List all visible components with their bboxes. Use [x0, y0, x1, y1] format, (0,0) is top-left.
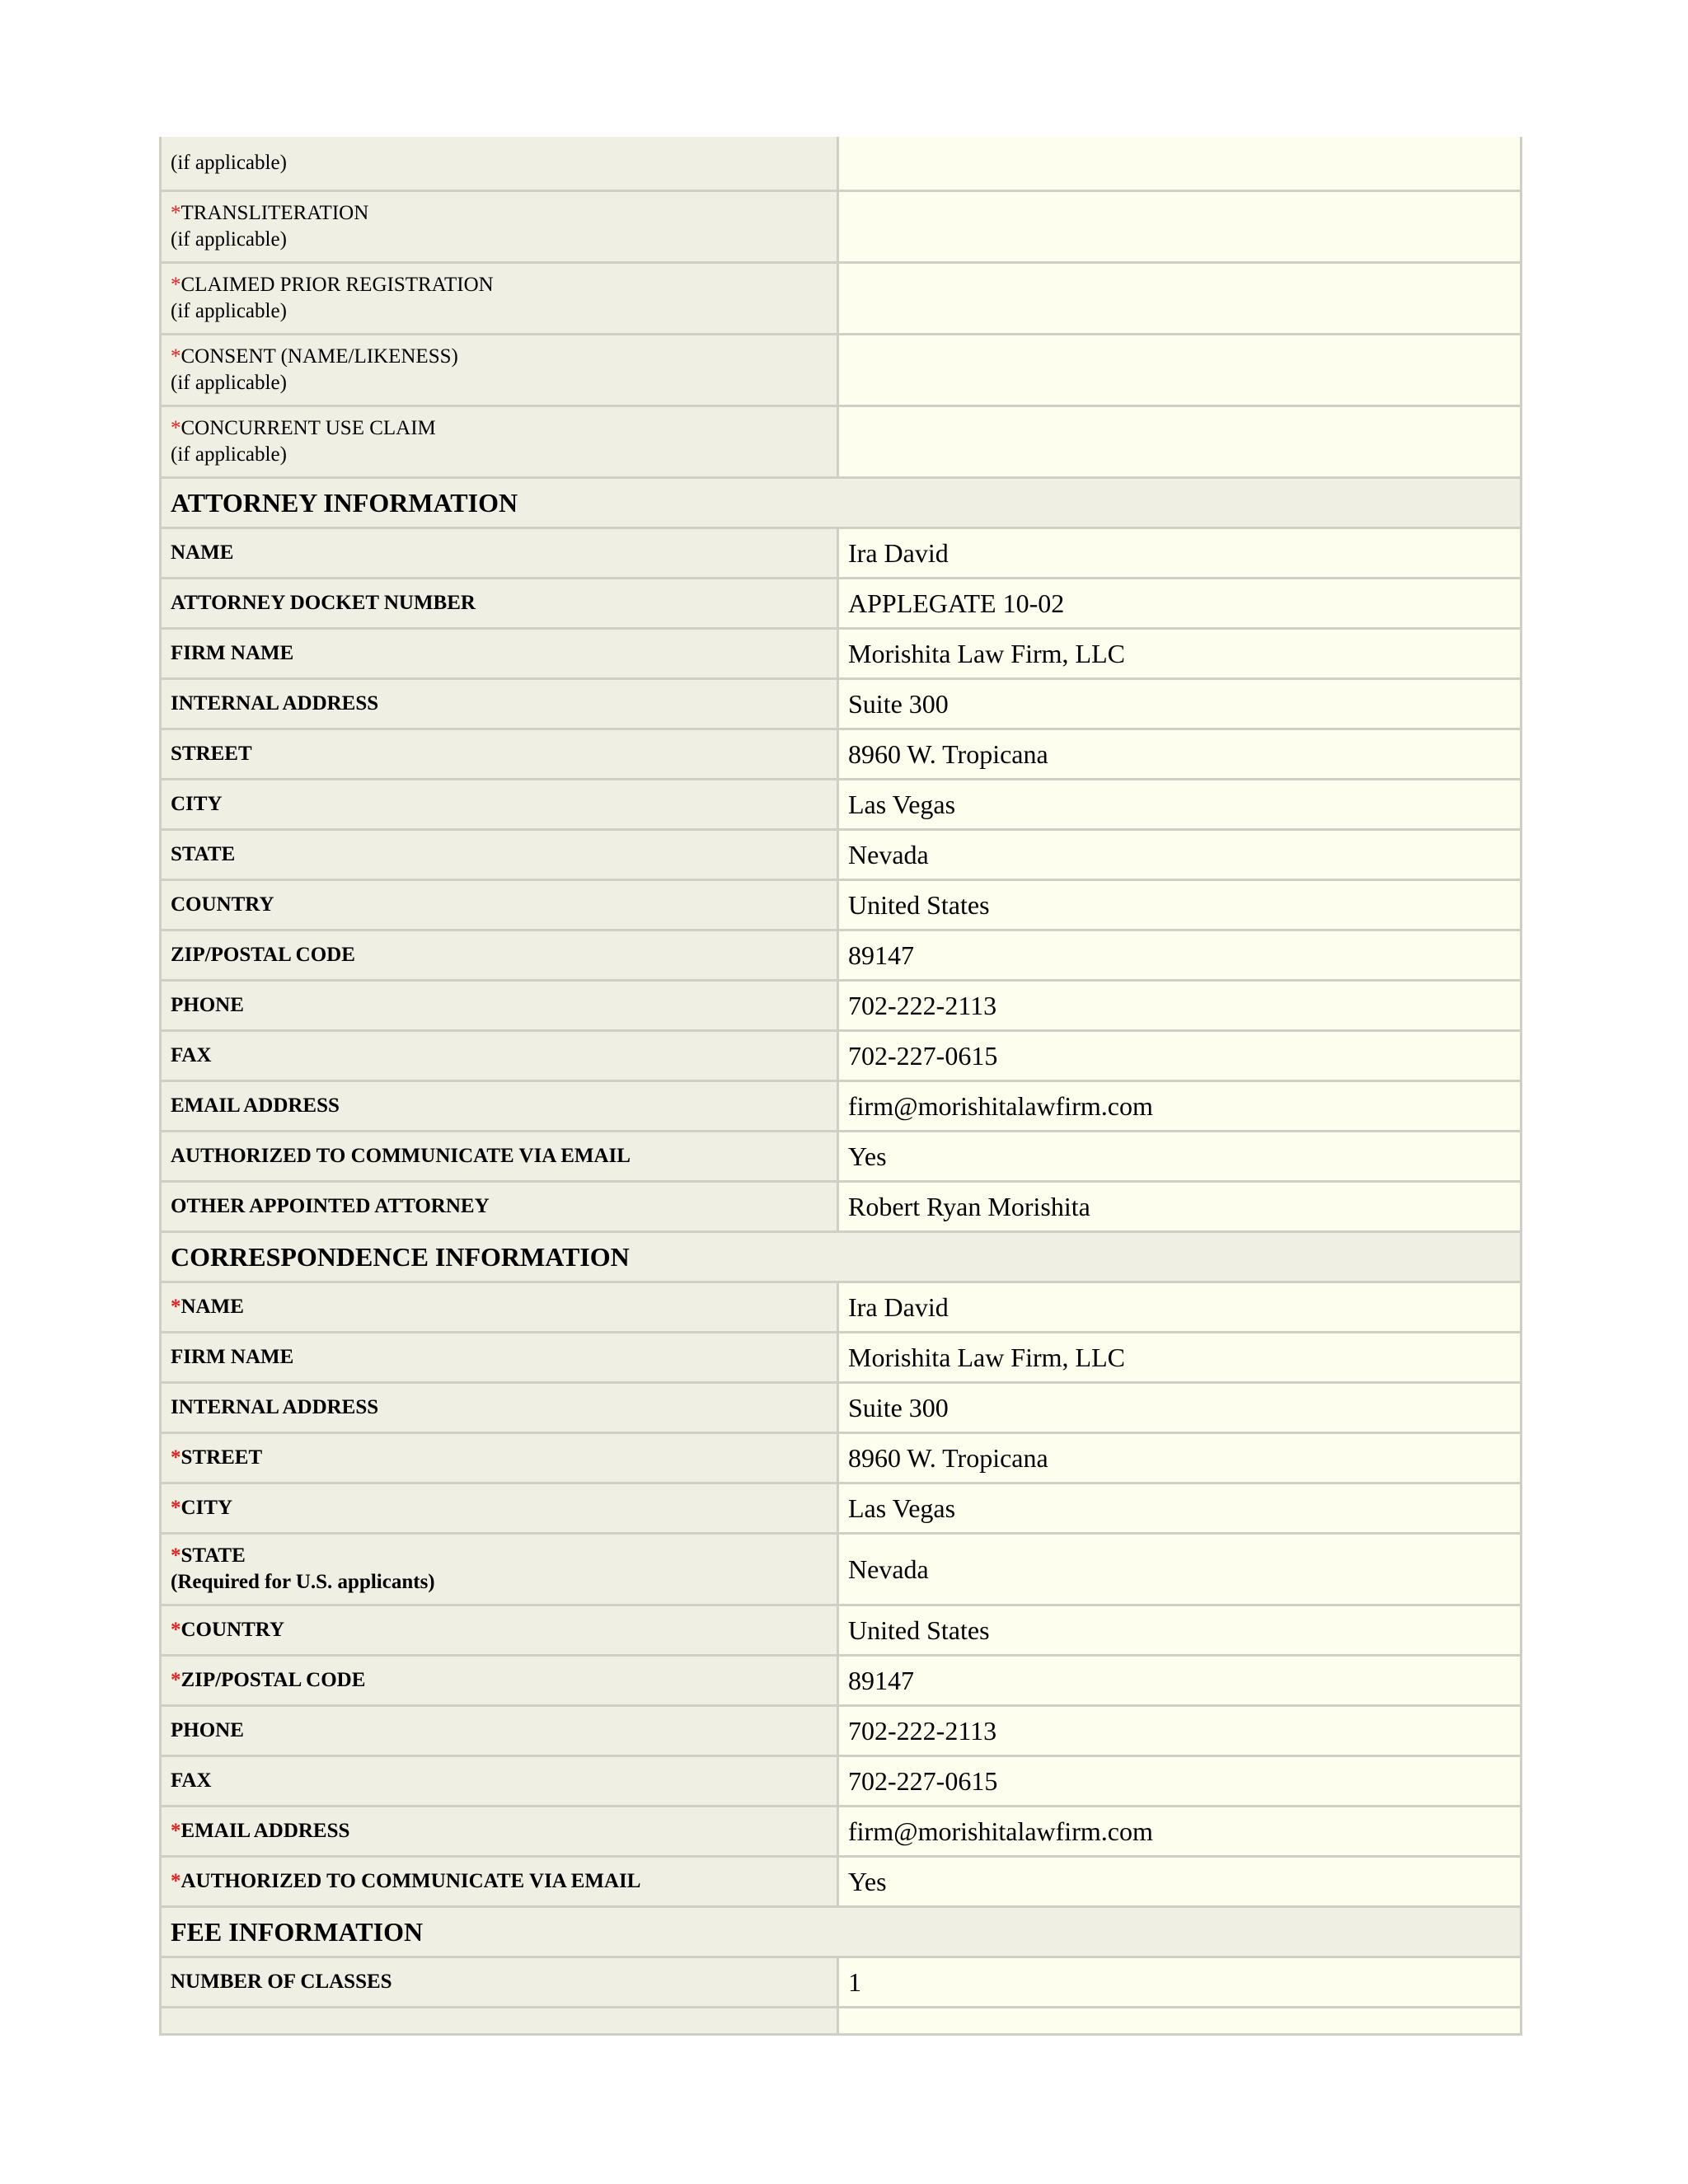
table-row	[159, 931, 1522, 982]
field-value-cell: firm@morishitalawfirm.com	[839, 1807, 1522, 1858]
table-row	[159, 1606, 1522, 1657]
section-header-row	[159, 479, 1522, 529]
field-label: FIRM NAME	[171, 642, 294, 664]
table-row	[159, 1858, 1522, 1908]
field-label-cell	[159, 630, 839, 680]
field-value-cell: Robert Ryan Morishita	[839, 1183, 1522, 1233]
field-value-cell: Suite 300	[839, 1384, 1522, 1434]
field-value-cell: Las Vegas	[839, 1484, 1522, 1535]
field-label-cell	[159, 1657, 839, 1707]
table-row	[159, 680, 1522, 730]
field-label-cell	[159, 579, 839, 630]
table-row	[159, 1535, 1522, 1606]
table-row	[159, 831, 1522, 881]
field-label-cell	[159, 1858, 839, 1908]
field-label-cell	[159, 730, 839, 780]
required-asterisk: *	[171, 1619, 181, 1641]
field-sublabel: (Required for U.S. applicants)	[171, 1571, 435, 1593]
field-label: CLAIMED PRIOR REGISTRATION	[181, 274, 494, 296]
field-value-cell	[839, 407, 1522, 479]
field-label: TRANSLITERATION	[181, 202, 369, 224]
field-label-cell	[159, 1434, 839, 1484]
field-label: CITY	[181, 1497, 233, 1519]
table-row	[159, 1333, 1522, 1384]
table-row	[159, 1183, 1522, 1233]
field-label: PHONE	[171, 1719, 244, 1741]
section-heading-correspondence: CORRESPONDENCE INFORMATION	[159, 1233, 1522, 1283]
field-value-cell: firm@morishitalawfirm.com	[839, 1082, 1522, 1132]
field-label: AUTHORIZED TO COMMUNICATE VIA EMAIL	[181, 1870, 641, 1892]
required-asterisk: *	[171, 1544, 181, 1567]
field-label: ZIP/POSTAL CODE	[171, 944, 355, 966]
required-asterisk: *	[171, 1296, 181, 1318]
table-row	[159, 1082, 1522, 1132]
required-asterisk: *	[171, 1820, 181, 1842]
table-row	[159, 1707, 1522, 1757]
table-row	[159, 1484, 1522, 1535]
field-label-cell	[159, 881, 839, 931]
field-value-cell: 702-227-0615	[839, 1032, 1522, 1082]
section-heading-fee: FEE INFORMATION	[159, 1908, 1522, 1958]
field-sublabel: (if applicable)	[171, 443, 287, 466]
field-value-cell: United States	[839, 881, 1522, 931]
field-label: EMAIL ADDRESS	[171, 1094, 340, 1117]
field-label-cell	[159, 1032, 839, 1082]
field-label: INTERNAL ADDRESS	[171, 1396, 379, 1418]
field-sublabel: (if applicable)	[171, 152, 287, 174]
field-value-cell: 702-227-0615	[839, 1757, 1522, 1807]
field-value-cell: Nevada	[839, 1535, 1522, 1606]
field-label-cell	[159, 1484, 839, 1535]
field-value-cell	[839, 192, 1522, 264]
field-value-cell: Nevada	[839, 831, 1522, 881]
field-label-cell	[159, 1283, 839, 1333]
field-value-cell: Ira David	[839, 529, 1522, 579]
table-row	[159, 1958, 1522, 2008]
field-value-cell: 702-222-2113	[839, 982, 1522, 1032]
section-header-row	[159, 1908, 1522, 1958]
field-label: EMAIL ADDRESS	[181, 1820, 350, 1842]
required-asterisk: *	[171, 1669, 181, 1691]
table-row	[159, 1757, 1522, 1807]
field-label-cell	[159, 137, 839, 192]
field-label: NUMBER OF CLASSES	[171, 1971, 392, 1993]
section-header-row	[159, 1233, 1522, 1283]
table-row	[159, 2008, 1522, 2036]
field-value-cell: 8960 W. Tropicana	[839, 730, 1522, 780]
field-label-cell	[159, 982, 839, 1032]
field-label-cell	[159, 192, 839, 264]
field-label: CONCURRENT USE CLAIM	[181, 417, 436, 439]
field-label: STATE	[171, 843, 236, 865]
field-label-cell	[159, 335, 839, 407]
field-value-cell: 1	[839, 1958, 1522, 2008]
field-label-cell	[159, 264, 839, 335]
table-row	[159, 264, 1522, 335]
field-label: OTHER APPOINTED ATTORNEY	[171, 1195, 490, 1217]
table-row	[159, 780, 1522, 831]
application-form-table	[159, 137, 1522, 2036]
field-value-cell	[839, 137, 1522, 192]
field-label: CITY	[171, 793, 223, 815]
field-label: AUTHORIZED TO COMMUNICATE VIA EMAIL	[171, 1145, 631, 1167]
table-row	[159, 730, 1522, 780]
table-row	[159, 407, 1522, 479]
field-label-cell	[159, 1183, 839, 1233]
table-row	[159, 630, 1522, 680]
field-label-cell	[159, 931, 839, 982]
field-label: NAME	[181, 1296, 244, 1318]
field-label-cell	[159, 1606, 839, 1657]
table-row	[159, 137, 1522, 192]
field-value-cell: 89147	[839, 931, 1522, 982]
field-value-cell: Morishita Law Firm, LLC	[839, 630, 1522, 680]
field-label-cell	[159, 1535, 839, 1606]
required-asterisk: *	[171, 274, 181, 296]
field-label-cell	[159, 1132, 839, 1183]
field-label: INTERNAL ADDRESS	[171, 692, 379, 715]
field-value-cell: 89147	[839, 1657, 1522, 1707]
field-label: CONSENT (NAME/LIKENESS)	[181, 345, 458, 368]
field-label: FIRM NAME	[171, 1346, 294, 1368]
field-label: PHONE	[171, 994, 244, 1016]
required-asterisk: *	[171, 1870, 181, 1892]
field-value-cell	[839, 264, 1522, 335]
table-row	[159, 1434, 1522, 1484]
required-asterisk: *	[171, 1497, 181, 1519]
table-row	[159, 1807, 1522, 1858]
field-label-cell	[159, 1807, 839, 1858]
field-value-cell	[839, 335, 1522, 407]
field-value-cell: United States	[839, 1606, 1522, 1657]
required-asterisk: *	[171, 202, 181, 224]
field-value-cell: 702-222-2113	[839, 1707, 1522, 1757]
field-label-cell	[159, 831, 839, 881]
table-row	[159, 192, 1522, 264]
table-row	[159, 1384, 1522, 1434]
table-row	[159, 579, 1522, 630]
required-asterisk: *	[171, 417, 181, 439]
field-value-cell: Yes	[839, 1858, 1522, 1908]
field-label: COUNTRY	[181, 1619, 285, 1641]
field-label: STREET	[171, 743, 252, 765]
field-label-cell	[159, 1333, 839, 1384]
field-label-cell	[159, 780, 839, 831]
field-label-cell	[159, 1082, 839, 1132]
field-label-cell	[159, 1757, 839, 1807]
table-row	[159, 1657, 1522, 1707]
required-asterisk: *	[171, 345, 181, 368]
table-row	[159, 1283, 1522, 1333]
field-label-cell	[159, 1707, 839, 1757]
field-value-cell: 8960 W. Tropicana	[839, 1434, 1522, 1484]
field-label: COUNTRY	[171, 893, 274, 916]
field-label-cell	[159, 1384, 839, 1434]
field-value-cell: Las Vegas	[839, 780, 1522, 831]
field-sublabel: (if applicable)	[171, 228, 287, 251]
field-label: FAX	[171, 1769, 212, 1792]
field-value-cell: Yes	[839, 1132, 1522, 1183]
field-value-cell: Suite 300	[839, 680, 1522, 730]
field-label-cell	[159, 1958, 839, 2008]
field-label: STREET	[181, 1446, 263, 1469]
field-label: STATE	[181, 1544, 246, 1567]
field-label: FAX	[171, 1044, 212, 1066]
field-label-cell	[159, 2008, 839, 2036]
field-value-cell	[839, 2008, 1522, 2036]
field-value-cell: Morishita Law Firm, LLC	[839, 1333, 1522, 1384]
field-label-cell	[159, 680, 839, 730]
field-label: ATTORNEY DOCKET NUMBER	[171, 592, 476, 614]
field-label-cell	[159, 407, 839, 479]
field-label: NAME	[171, 541, 234, 564]
table-row	[159, 529, 1522, 579]
field-label-cell	[159, 529, 839, 579]
table-row	[159, 1032, 1522, 1082]
field-value-cell: Ira David	[839, 1283, 1522, 1333]
section-heading-attorney: ATTORNEY INFORMATION	[159, 479, 1522, 529]
table-row	[159, 1132, 1522, 1183]
field-label: ZIP/POSTAL CODE	[181, 1669, 366, 1691]
required-asterisk: *	[171, 1446, 181, 1469]
field-value-cell: APPLEGATE 10-02	[839, 579, 1522, 630]
table-row	[159, 335, 1522, 407]
field-sublabel: (if applicable)	[171, 372, 287, 394]
table-row	[159, 982, 1522, 1032]
field-sublabel: (if applicable)	[171, 300, 287, 322]
table-row	[159, 881, 1522, 931]
